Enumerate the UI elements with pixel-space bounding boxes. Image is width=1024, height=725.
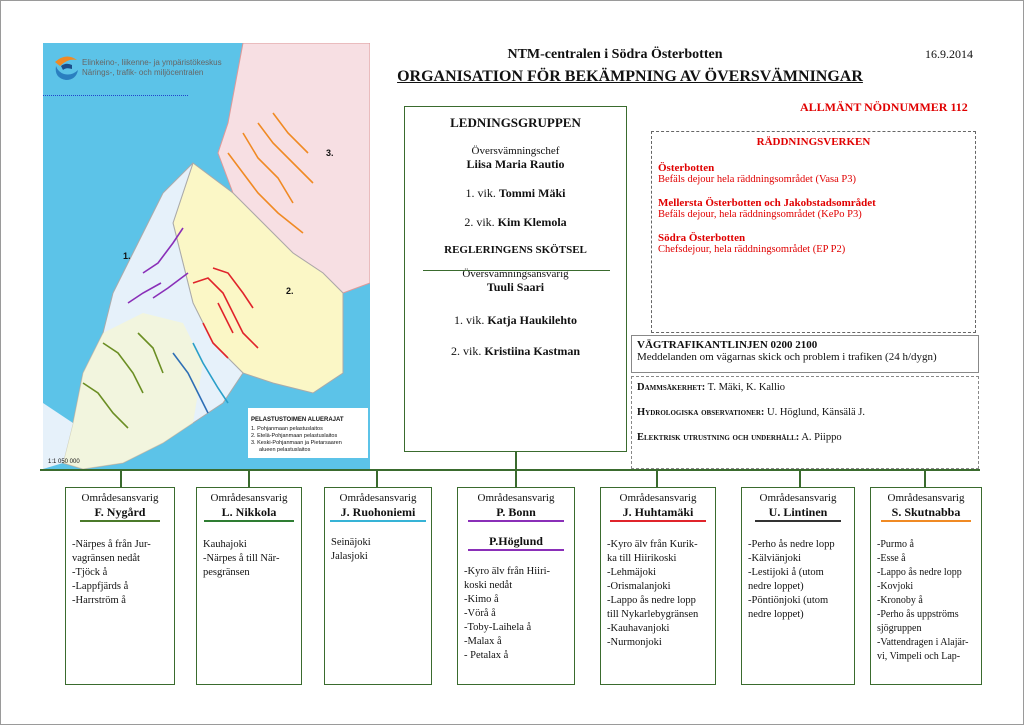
list-item: -Kyro älv från Hiiri-	[464, 566, 551, 577]
map-svg	[43, 43, 370, 469]
list-item: -Lappfjärds å	[72, 581, 129, 592]
area-manager-name: S. Skutnabba	[891, 505, 961, 519]
deputy-2-name: Kim Klemola	[497, 215, 567, 229]
map-scale: 1:1 050 000	[48, 459, 80, 465]
rescue-region-name: Österbotten	[658, 162, 715, 174]
area-manager-name-2: P.Höglund	[489, 534, 543, 548]
road-traffic-desc: Meddelanden om vägarnas skick och problem i trafiken (24 h/dygn)	[637, 351, 937, 363]
area-box-skutnabba	[870, 487, 982, 685]
area-river-list	[601, 538, 715, 650]
deputy-1-name: Tommi Mäki	[498, 186, 566, 200]
list-item: vi, Vimpeli och Lap-	[877, 651, 961, 662]
dam-safety-value: T. Mäki, K. Kallio	[705, 382, 786, 393]
page-subtitle: NTM-centralen i Södra Österbotten	[507, 47, 723, 62]
list-item: -Kronoby å	[877, 595, 923, 606]
road-traffic-title: VÄGTRAFIKANTLINJEN 0200 2100	[637, 339, 818, 351]
list-item: -Perho ås nedre lopp	[748, 539, 835, 550]
regulation-separator	[423, 270, 610, 271]
area-color-bar	[755, 520, 841, 522]
regulation-name: Tuuli Saari	[486, 280, 545, 294]
list-item: -Lappo ås nedre lopp	[877, 567, 962, 578]
map-legend-item: 1. Pohjanmaan pelastuslaitos	[251, 426, 323, 432]
map-region-2: 2.	[286, 286, 294, 296]
list-item: -Orismalanjoki	[607, 581, 671, 592]
map-region-1: 1.	[123, 251, 131, 261]
list-item: -Kyro älv från Kurik-	[607, 539, 698, 550]
list-item: -Vörå å	[464, 608, 496, 619]
list-item: Kauhajoki	[203, 539, 247, 550]
area-role: Områdesansvarig	[759, 492, 837, 504]
list-item: Jalasjoki	[331, 551, 368, 562]
ely-logo	[52, 52, 80, 87]
document-date: 16.9.2014	[925, 47, 973, 61]
area-role: Områdesansvarig	[477, 492, 555, 504]
rescue-title: RÄDDNINGSVERKEN	[756, 136, 871, 148]
area-color-bar	[204, 520, 294, 522]
list-item: nedre loppet)	[748, 609, 804, 620]
map-region-3: 3.	[326, 148, 334, 158]
dam-safety-label: Dammsäkerhet:	[637, 382, 706, 393]
logo-text	[82, 58, 222, 78]
page-title: ORGANISATION FÖR BEKÄMPNING AV ÖVERSVÄMNINGAR	[397, 68, 863, 85]
list-item: -Purmo å	[877, 539, 914, 550]
list-item: -Lestijoki å (utom	[748, 567, 824, 578]
deputy-2	[405, 215, 626, 230]
area-box-nygard	[65, 487, 175, 685]
list-item: till Nykarlebygränsen	[607, 609, 699, 620]
reg-deputy-2-prefix: 2. vik.	[450, 344, 482, 358]
area-manager-name: U. Lintinen	[768, 505, 828, 519]
area-color-bar	[881, 520, 971, 522]
list-item: koski nedåt	[464, 580, 513, 591]
specialists-box	[631, 376, 979, 469]
logo-line-2: Närings-, trafik- och miljöcentralen	[82, 68, 204, 77]
list-item: -Närpes å från Jur-	[72, 539, 151, 550]
list-item: -Kälviänjoki	[748, 553, 802, 564]
list-item: nedre loppet)	[748, 581, 804, 592]
list-item: -Esse å	[877, 553, 906, 564]
emergency-number: ALLMÄNT NÖDNUMMER 112	[800, 100, 968, 114]
list-item: -Kovjoki	[877, 581, 914, 592]
logo-icon	[52, 52, 80, 82]
connector-drop	[515, 469, 517, 487]
map-legend-title: PELASTUSTOIMEN ALUERAJAT	[251, 417, 344, 423]
list-item: vagränsen nedåt	[72, 553, 140, 564]
list-item: -Malax å	[464, 636, 502, 647]
rescue-region-name: Södra Österbotten	[658, 232, 746, 244]
connector-horizontal	[40, 469, 980, 471]
rescue-services-box	[651, 131, 976, 333]
regulation-title: REGLERINGENS SKÖTSEL	[444, 244, 587, 256]
electrical-value: A. Piippo	[799, 432, 842, 443]
connector-vertical	[515, 452, 517, 469]
list-item: sjögruppen	[877, 623, 922, 634]
logo-divider	[43, 95, 188, 96]
list-item: -Vattendragen i Alajär-	[877, 637, 969, 648]
list-item: pesgränsen	[203, 567, 250, 578]
list-item: -Tjöck å	[72, 567, 108, 578]
area-manager-name: P. Bonn	[496, 505, 536, 519]
area-river-list	[458, 565, 574, 663]
deputy-2-prefix: 2. vik.	[464, 215, 495, 229]
electrical-label: Elektrisk utrustning och underhåll:	[637, 432, 800, 443]
list-item: -Lehmäjoki	[607, 567, 656, 578]
list-item: ka till Hiirikoski	[607, 553, 677, 564]
area-box-huhtamaki	[600, 487, 716, 685]
map-legend-item: alueen pelastuslaitos	[259, 447, 311, 453]
chief-role: Översvämningschef	[471, 145, 560, 157]
area-river-list	[66, 538, 174, 608]
list-item: -Pöntiönjoki (utom	[748, 595, 829, 606]
reg-deputy-1-prefix: 1. vik.	[453, 313, 485, 327]
list-item: - Petalax å	[464, 650, 509, 661]
list-item: -Lappo ås nedre lopp	[607, 595, 696, 606]
list-item: -Toby-Laihela å	[464, 622, 532, 633]
map-legend	[251, 426, 342, 454]
deputy-1	[405, 186, 626, 201]
connector-drop	[248, 469, 250, 487]
rescue-region-desc: Befäls dejour, hela räddningsområdet (KePo P3)	[658, 209, 862, 220]
list-item: -Kimo å	[464, 594, 499, 605]
connector-drop	[120, 469, 122, 487]
area-box-ruohoniemi	[324, 487, 432, 685]
area-manager-name: J. Ruohoniemi	[340, 505, 416, 519]
area-role: Områdesansvarig	[887, 492, 965, 504]
connector-drop	[656, 469, 658, 487]
area-role: Områdesansvarig	[339, 492, 417, 504]
reg-deputy-1	[405, 313, 626, 328]
area-color-bar	[80, 520, 160, 522]
road-traffic-box	[631, 335, 979, 373]
dam-safety	[637, 382, 973, 393]
reg-deputy-2-name: Kristiina Kastman	[484, 344, 580, 358]
list-item: -Kauhavanjoki	[607, 623, 670, 634]
area-manager-name: L. Nikkola	[221, 505, 277, 519]
regulation-role: Översvämningsansvarig	[462, 268, 569, 280]
area-river-list	[871, 538, 981, 664]
rescue-region-desc: Chefsdejour, hela räddningsområdet (EP P2)	[658, 244, 846, 255]
list-item: -Närpes å till När-	[203, 553, 280, 564]
area-color-bar	[330, 520, 426, 522]
area-role: Områdesansvarig	[81, 492, 159, 504]
area-river-list	[325, 536, 431, 564]
area-color-bar	[468, 549, 564, 551]
rescue-region-desc: Befäls dejour hela räddningsområdet (Vasa P3)	[658, 174, 856, 185]
leadership-title: LEDNINGSGRUPPEN	[450, 115, 581, 130]
list-item: -Nurmonjoki	[607, 637, 662, 648]
deputy-1-prefix: 1. vik.	[465, 186, 496, 200]
list-item: -Perho ås uppströms	[877, 609, 959, 620]
list-item: -Harrström å	[72, 595, 126, 606]
area-manager-name: J. Huhtamäki	[622, 505, 694, 519]
area-box-nikkola	[196, 487, 302, 685]
area-role: Områdesansvarig	[619, 492, 697, 504]
hydrological-observations	[637, 407, 973, 418]
electrical-maintenance	[637, 432, 973, 443]
area-color-bar	[468, 520, 564, 522]
area-river-list	[742, 538, 854, 622]
area-box-lintinen	[741, 487, 855, 685]
rescue-region-name: Mellersta Österbotten och Jakobstadsområdet	[658, 197, 876, 209]
area-role: Områdesansvarig	[210, 492, 288, 504]
area-color-bar	[610, 520, 706, 522]
region-map	[43, 43, 370, 469]
reg-deputy-1-name: Katja Haukilehto	[487, 313, 577, 327]
map-legend-item: 2. Etelä-Pohjanmaan pelastuslaitos	[251, 433, 338, 439]
area-manager-name: F. Nygård	[94, 505, 146, 519]
area-river-list	[197, 538, 301, 580]
connector-drop	[376, 469, 378, 487]
reg-deputy-2	[405, 344, 626, 359]
list-item: Seinäjoki	[331, 537, 371, 548]
area-box-bonn	[457, 487, 575, 685]
connector-drop	[924, 469, 926, 487]
hydro-value: U. Höglund, Känsälä J.	[764, 407, 865, 418]
logo-line-1: Elinkeino-, liikenne- ja ympäristökeskus	[82, 58, 222, 67]
hydro-label: Hydrologiska observationer:	[637, 407, 765, 418]
leadership-group-box	[404, 106, 627, 452]
map-legend-item: 3. Keski-Pohjanmaan ja Pietarsaaren	[251, 440, 342, 446]
chief-name: Liisa Maria Rautio	[466, 157, 565, 171]
connector-drop	[799, 469, 801, 487]
